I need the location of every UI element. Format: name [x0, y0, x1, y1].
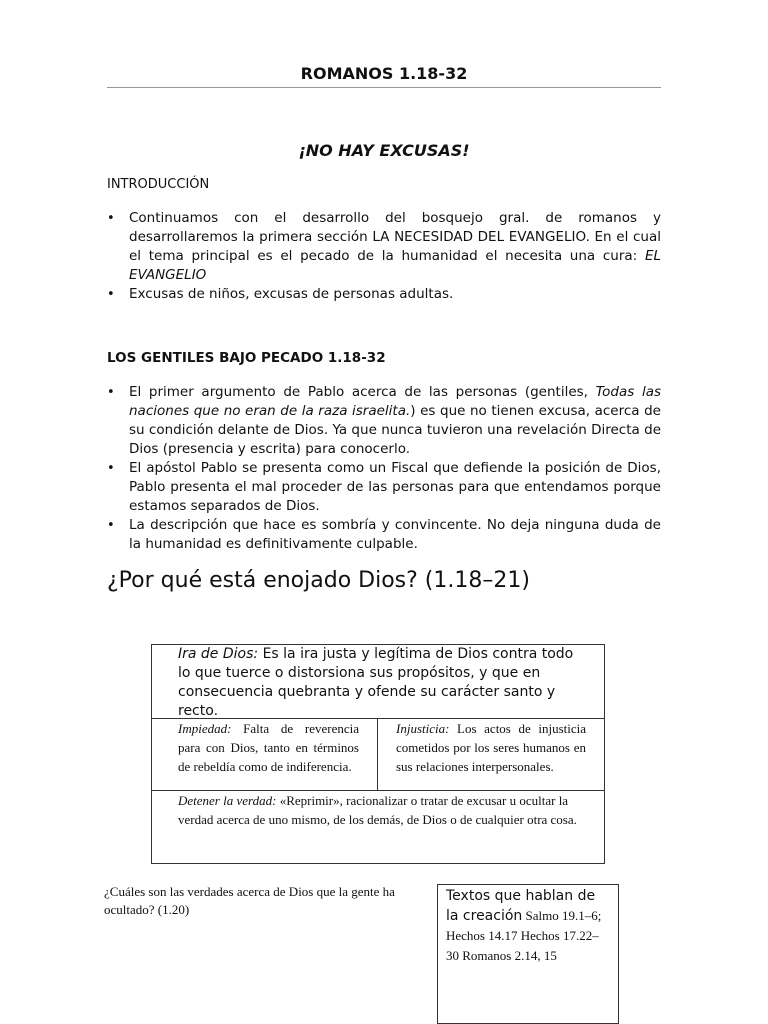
definition-term: Impiedad: — [178, 721, 232, 736]
bullet-icon: • — [107, 211, 115, 226]
definitions-table — [151, 644, 605, 864]
list-item — [107, 516, 661, 554]
bullet-icon: • — [107, 385, 115, 400]
creation-texts-box — [437, 884, 619, 1024]
section-heading: LOS GENTILES BAJO PECADO 1.18-32 — [107, 350, 386, 366]
header-divider — [107, 87, 661, 88]
question-heading: ¿Por qué está enojado Dios? (1.18–21) — [107, 568, 530, 593]
reflection-question: ¿Cuáles son las verdades acerca de Dios que la gente ha ocultado? (1.20) — [104, 884, 395, 917]
definition-ira — [152, 645, 604, 719]
texts-box-refs: Salmo 19.1–6; Hechos 14.17 Hechos 17.22–30 Romanos 2.14, 15 — [446, 908, 602, 963]
list-item — [107, 285, 661, 304]
list-item — [107, 383, 661, 459]
bullet-icon: • — [107, 461, 115, 476]
list-item — [107, 459, 661, 516]
gentiles-bullet-italic: Todas las naciones que no eran de la raza israelita. — [129, 384, 661, 419]
gentiles-bullet-pre: El primer argumento de Pablo acerca de las personas (gentiles, — [129, 384, 596, 400]
intro-heading: INTRODUCCIÓN — [107, 177, 210, 192]
definition-term: Ira de Dios: — [178, 646, 259, 662]
definition-text: Es la ira justa y legítima de Dios contra todo lo que tuerce o distorsiona sus propósitos, y que en consecuencia quebranta y ofende su carácter santo y recto. — [178, 646, 574, 719]
list-item — [107, 209, 661, 285]
bullet-icon: • — [107, 518, 115, 533]
definition-text: Los actos de injusticia cometidos por los seres humanos en sus relaciones interpersonales. — [396, 721, 586, 774]
texts-box-lead: Textos que hablan de la creación — [446, 888, 596, 924]
intro-bullet-text: Excusas de niños, excusas de personas adultas. — [129, 286, 454, 302]
gentiles-list — [107, 383, 661, 554]
definition-injusticia — [378, 719, 604, 790]
bullet-icon: • — [107, 287, 115, 302]
definition-detener — [152, 791, 604, 863]
intro-bullet-italic: EL EVANGELIO — [129, 248, 661, 283]
definition-text: Falta de reverencia para con Dios, tanto en términos de rebeldía como de indiferencia. — [178, 721, 359, 774]
definition-text: «Reprimir», racionalizar o tratar de excusar u ocultar la verdad acerca de uno mismo, de los demás, de Dios o de cualquier otra cosa. — [178, 793, 577, 827]
gentiles-bullet-text: La descripción que hace es sombría y convincente. No deja ninguna duda de la humanidad es definitivamente culpable. — [129, 517, 661, 552]
definitions-row — [152, 719, 604, 791]
sermon-title: ¡NO HAY EXCUSAS! — [298, 141, 470, 160]
page-header-title: ROMANOS 1.18-32 — [300, 64, 468, 83]
intro-bullet-text: Continuamos con el desarrollo del bosquejo gral. de romanos y desarrollaremos la primera sección LA NECESIDAD DEL EVANGELIO. En el cual el tema principal es el pecado de la humanidad el necesita una cura: — [129, 210, 661, 264]
definition-impiedad — [152, 719, 378, 790]
definition-term: Injusticia: — [396, 721, 450, 736]
gentiles-bullet-text: El apóstol Pablo se presenta como un Fiscal que defiende la posición de Dios, Pablo presenta el mal proceder de las personas para que entendamos porque estamos separados de Dios. — [129, 460, 661, 514]
intro-list — [107, 209, 661, 304]
definition-term: Detener la verdad: — [178, 793, 277, 808]
gentiles-bullet-post: ) es que no tienen excusa, acerca de su condición delante de Dios. Ya que nunca tuvieron una revelación Directa de Dios (presencia y escrita) para conocerlo. — [129, 403, 661, 457]
